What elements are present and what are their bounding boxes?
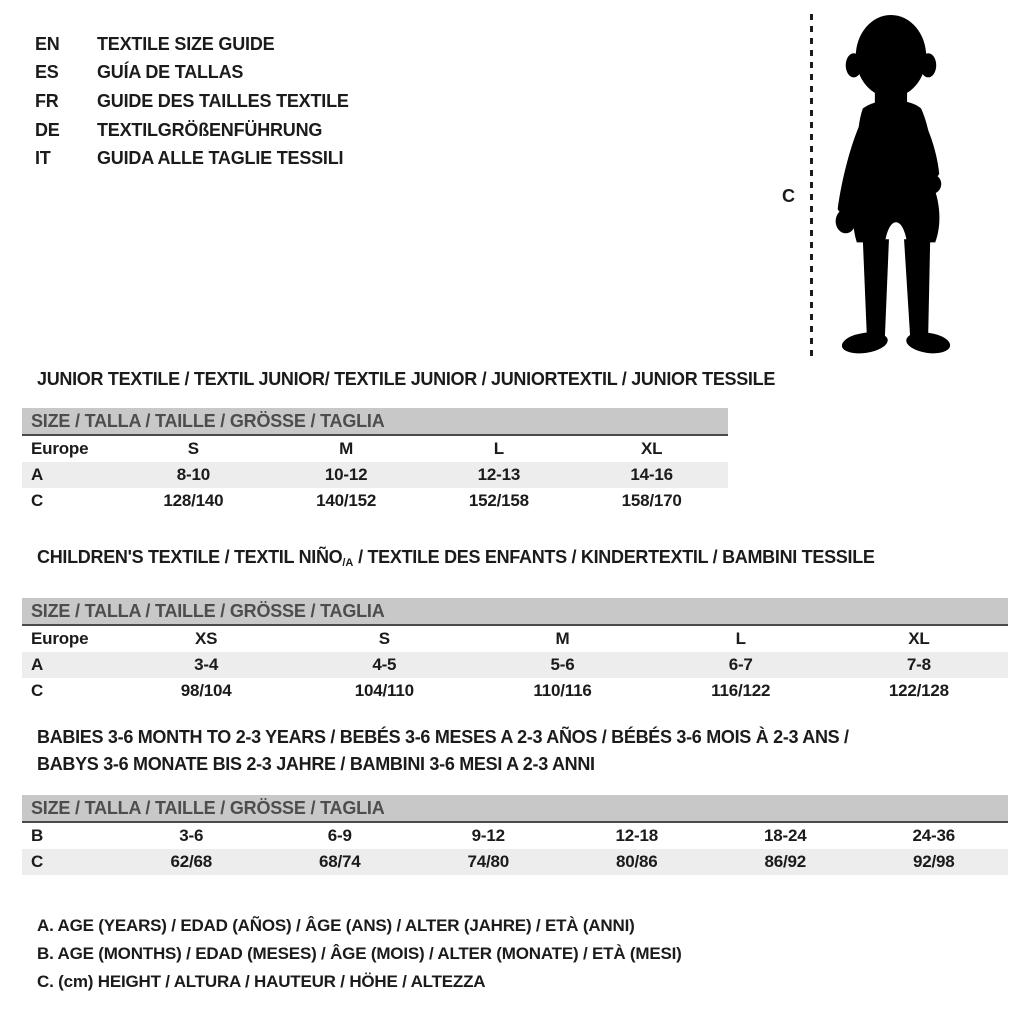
size-cell: L: [493, 439, 504, 458]
legend-line-c: C. (cm) HEIGHT / ALTURA / HAUTEUR / HÖHE / ALTEZZA: [37, 972, 486, 991]
height-cell: 80/86: [615, 852, 658, 871]
legend-line-b: B. AGE (MONTHS) / EDAD (MESES) / ÂGE (MOIS) / ALTER (MONATE) / ETÀ (MESI): [37, 944, 682, 963]
age-cell: 14-16: [630, 465, 673, 484]
table-row-age: [22, 462, 728, 488]
size-cell: M: [339, 439, 354, 458]
height-cell: 110/116: [533, 681, 592, 700]
height-measure-dotted-line: [810, 14, 813, 358]
height-cell: 68/74: [318, 852, 361, 871]
age-cell: 5-6: [550, 655, 575, 674]
junior-section-title: JUNIOR TEXTILE / TEXTIL JUNIOR/ TEXTILE JUNIOR / JUNIORTEXTIL / JUNIOR TESSILE: [37, 369, 776, 389]
table-row-height: [22, 488, 728, 514]
size-cell: XS: [194, 629, 218, 648]
row-label: B: [31, 826, 44, 845]
children-section-title: [37, 547, 875, 568]
children-title-subscript: /A: [342, 557, 354, 569]
language-code: EN: [35, 33, 60, 54]
language-row: [35, 59, 349, 88]
table-row-height: [22, 678, 1008, 704]
language-row: [35, 116, 349, 145]
age-cell: 7-8: [906, 655, 931, 674]
table-row-age-months: [22, 823, 1008, 849]
language-code: IT: [35, 148, 51, 169]
language-row: [35, 144, 349, 173]
legend: [37, 912, 682, 996]
age-cell: 24-36: [912, 826, 955, 845]
children-title-suffix: / TEXTILE DES ENFANTS / KINDERTEXTIL / BAMBINI TESSILE: [353, 547, 875, 567]
height-cell: 92/98: [912, 852, 955, 871]
language-code: DE: [35, 119, 60, 140]
age-cell: 9-12: [471, 826, 505, 845]
height-cell: 116/122: [711, 681, 771, 700]
row-label: A: [31, 465, 44, 484]
height-cell: 128/140: [163, 491, 224, 510]
age-cell: 6-7: [728, 655, 753, 674]
size-cell: M: [555, 629, 570, 648]
size-cell: S: [378, 629, 390, 648]
age-cell: 10-12: [324, 465, 368, 484]
age-cell: 6-9: [327, 826, 352, 845]
size-cell: L: [735, 629, 746, 648]
table-row-europe: [22, 626, 1008, 652]
row-label: C: [31, 852, 44, 871]
age-cell: 18-24: [764, 826, 807, 845]
language-title: TEXTILGRÖßENFÜHRUNG: [97, 119, 323, 140]
table-row-europe: [22, 436, 728, 462]
age-cell: 12-13: [477, 465, 521, 484]
row-label: C: [31, 681, 44, 700]
size-header-bar: SIZE / TALLA / TAILLE / GRÖSSE / TAGLIA: [22, 795, 1008, 823]
height-cell: 158/170: [621, 491, 682, 510]
language-title: TEXTILE SIZE GUIDE: [97, 33, 275, 54]
row-label: Europe: [31, 629, 89, 648]
size-cell: XL: [640, 439, 663, 458]
language-title: GUIDA ALLE TAGLIE TESSILI: [97, 148, 344, 169]
babies-section-title-line1: BABIES 3-6 MONTH TO 2-3 YEARS / BEBÉS 3-6 MESES A 2-3 AÑOS / BÉBÉS 3-6 MOIS À 2-3 ANS /: [37, 727, 849, 747]
language-row: [35, 30, 349, 59]
row-label: C: [31, 491, 44, 510]
age-cell: 12-18: [615, 826, 658, 845]
children-title-prefix: CHILDREN'S TEXTILE / TEXTIL NIÑO: [37, 547, 343, 567]
size-header-bar: SIZE / TALLA / TAILLE / GRÖSSE / TAGLIA: [22, 598, 1008, 626]
junior-size-table: [22, 408, 728, 514]
language-code: ES: [35, 62, 59, 83]
language-code: FR: [35, 90, 59, 111]
row-label: Europe: [31, 439, 89, 458]
language-row: [35, 87, 349, 116]
toddler-silhouette-icon: [826, 12, 968, 360]
height-cell: 86/92: [764, 852, 807, 871]
children-size-table: [22, 598, 1008, 704]
height-measure-label: C: [782, 186, 795, 206]
size-cell: XL: [908, 629, 930, 648]
age-cell: 3-6: [179, 826, 204, 845]
height-cell: 98/104: [180, 681, 232, 700]
language-title: GUÍA DE TALLAS: [97, 62, 244, 83]
size-header-bar: SIZE / TALLA / TAILLE / GRÖSSE / TAGLIA: [22, 408, 728, 436]
age-cell: 8-10: [176, 465, 210, 484]
height-cell: 152/158: [468, 491, 529, 510]
age-cell: 3-4: [194, 655, 219, 674]
height-cell: 74/80: [467, 852, 510, 871]
language-title: GUIDE DES TAILLES TEXTILE: [97, 90, 349, 111]
age-cell: 4-5: [372, 655, 397, 674]
table-row-height: [22, 849, 1008, 875]
babies-size-table: [22, 795, 1008, 875]
height-cell: 62/68: [170, 852, 213, 871]
legend-line-a: A. AGE (YEARS) / EDAD (AÑOS) / ÂGE (ANS) / ALTER (JAHRE) / ETÀ (ANNI): [37, 916, 635, 935]
babies-section-title-line2: BABYS 3-6 MONATE BIS 2-3 JAHRE / BAMBINI 3-6 MESI A 2-3 ANNI: [37, 754, 595, 774]
size-cell: S: [187, 439, 199, 458]
height-cell: 140/152: [316, 491, 377, 510]
language-list: [35, 30, 349, 173]
height-cell: 122/128: [888, 681, 949, 700]
height-cell: 104/110: [354, 681, 414, 700]
table-row-age: [22, 652, 1008, 678]
row-label: A: [31, 655, 44, 674]
